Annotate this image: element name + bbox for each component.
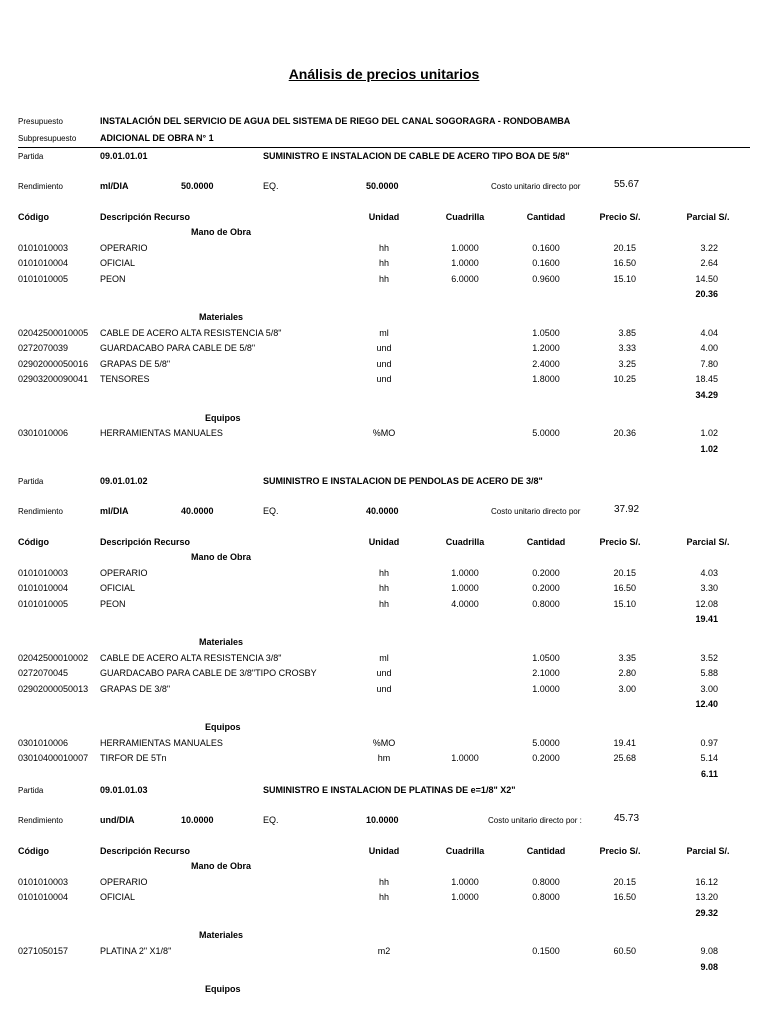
- column-header-descripcion: Descripción Recurso: [100, 537, 191, 547]
- rendimiento-label: Rendimiento: [18, 816, 63, 825]
- table-cell-codigo: 0101010005: [18, 598, 69, 609]
- group-total-materiales: 9.08: [700, 961, 718, 972]
- rendimiento-value: 40.0000: [181, 506, 214, 516]
- group-total-mano_de_obra: 20.36: [695, 289, 718, 300]
- table-cell-cuadrilla: 4.0000: [451, 598, 479, 609]
- table-cell-cuadrilla: 1.0000: [451, 567, 479, 578]
- group-label-equipos: Equipos: [205, 984, 241, 995]
- table-cell-descripcion: GUARDACABO PARA CABLE DE 3/8"TIPO CROSBY: [100, 668, 317, 679]
- table-cell-codigo: 02042500010002: [18, 652, 89, 663]
- table-cell-parcial: 4.00: [700, 343, 718, 354]
- table-cell-codigo: 0301010006: [18, 737, 69, 748]
- table-cell-unidad: m2: [377, 946, 391, 956]
- table-cell-parcial: 5.14: [700, 753, 718, 764]
- table-cell-parcial: 3.00: [700, 683, 718, 694]
- table-cell-descripcion: HERRAMIENTAS MANUALES: [100, 737, 223, 748]
- costo-unitario-value: 55.67: [614, 179, 640, 190]
- column-header-descripcion: Descripción Recurso: [100, 846, 191, 856]
- table-cell-cantidad: 0.8000: [532, 892, 560, 903]
- table-cell-descripcion: PEON: [100, 598, 126, 609]
- table-cell-unidad: hh: [378, 876, 389, 887]
- table-cell-codigo: 0101010003: [18, 567, 69, 578]
- table-cell-unidad: und: [376, 374, 392, 385]
- table-cell-cuadrilla: 1.0000: [451, 258, 479, 269]
- column-header-unidad: Unidad: [368, 537, 400, 547]
- table-cell-cantidad: 0.2000: [532, 583, 560, 594]
- presupuesto-label: Presupuesto: [18, 117, 63, 126]
- table-cell-parcial: 9.08: [700, 946, 718, 956]
- group-total-equipos: 1.02: [700, 443, 718, 454]
- column-header-codigo: Código: [18, 212, 49, 222]
- table-cell-unidad: hh: [378, 258, 389, 269]
- table-cell-cuadrilla: 1.0000: [451, 242, 479, 253]
- presupuesto-value: INSTALACIÓN DEL SERVICIO DE AGUA DEL SISTEMA DE RIEGO DEL CANAL SOGORAGRA - RONDOBAMBA: [100, 116, 571, 126]
- column-header-parcial: Parcial S/.: [686, 846, 730, 856]
- table-cell-parcial: 12.08: [695, 598, 718, 609]
- table-cell-descripcion: PEON: [100, 273, 126, 284]
- table-cell-codigo: 0101010004: [18, 258, 69, 269]
- table-cell-cantidad: 1.8000: [532, 374, 560, 385]
- column-header-cuadrilla: Cuadrilla: [445, 537, 485, 547]
- eq-value: 50.0000: [366, 181, 399, 191]
- table-cell-parcial: 2.64: [700, 258, 718, 269]
- table-cell-descripcion: PLATINA 2" X1/8": [100, 946, 172, 956]
- partida-description: SUMINISTRO E INSTALACION DE CABLE DE ACERO TIPO BOA DE 5/8": [263, 151, 570, 161]
- table-cell-unidad: hh: [378, 273, 389, 284]
- eq-value: 10.0000: [366, 815, 399, 825]
- table-cell-unidad: hh: [378, 598, 389, 609]
- table-cell-descripcion: CABLE DE ACERO ALTA RESISTENCIA 5/8": [100, 327, 282, 338]
- table-cell-cantidad: 1.0000: [532, 683, 560, 694]
- partida-code: 09.01.01.01: [100, 151, 148, 161]
- table-cell-cantidad: 0.2000: [532, 753, 560, 764]
- table-cell-precio: 3.35: [618, 652, 636, 663]
- group-label-materiales: Materiales: [199, 637, 244, 647]
- table-cell-parcial: 18.45: [695, 374, 718, 385]
- table-cell-codigo: 03010400010007: [18, 753, 89, 764]
- table-cell-descripcion: OFICIAL: [100, 892, 136, 903]
- column-header-cantidad: Cantidad: [526, 212, 566, 222]
- table-cell-cuadrilla: 1.0000: [451, 583, 479, 594]
- costo-unitario-label: Costo unitario directo por: [491, 182, 581, 191]
- table-cell-parcial: 4.03: [700, 567, 718, 578]
- table-cell-parcial: 0.97: [700, 737, 718, 748]
- group-label-materiales: Materiales: [199, 930, 244, 941]
- rendimiento-unit: ml/DIA: [100, 506, 129, 516]
- table-cell-descripcion: OFICIAL: [100, 258, 136, 269]
- table-cell-codigo: 0101010004: [18, 583, 69, 594]
- table-cell-cantidad: 1.2000: [532, 343, 560, 354]
- group-total-materiales: 34.29: [695, 390, 718, 400]
- table-cell-descripcion: GRAPAS DE 5/8": [100, 358, 171, 369]
- partida-label: Partida: [18, 477, 44, 486]
- table-cell-precio: 3.33: [618, 343, 636, 354]
- header-divider: [18, 147, 750, 148]
- rendimiento-label: Rendimiento: [18, 507, 63, 516]
- table-cell-unidad: und: [376, 668, 392, 679]
- rendimiento-unit: und/DIA: [100, 815, 135, 825]
- table-cell-parcial: 3.30: [700, 583, 718, 594]
- table-cell-descripcion: GRAPAS DE 3/8": [100, 683, 171, 694]
- column-header-codigo: Código: [18, 846, 49, 856]
- table-cell-codigo: 02902000050016: [18, 358, 89, 369]
- table-cell-parcial: 4.04: [700, 327, 718, 338]
- table-cell-parcial: 5.88: [700, 668, 718, 679]
- table-cell-descripcion: TENSORES: [100, 374, 150, 385]
- table-cell-unidad: und: [376, 343, 392, 354]
- costo-unitario-value: 37.92: [614, 504, 640, 515]
- table-cell-descripcion: CABLE DE ACERO ALTA RESISTENCIA 3/8": [100, 652, 282, 663]
- group-label-mano_de_obra: Mano de Obra: [191, 552, 252, 562]
- page-title: Análisis de precios unitarios: [288, 66, 480, 82]
- table-cell-unidad: %MO: [372, 737, 396, 748]
- costo-unitario-label: Costo unitario directo por :: [488, 816, 582, 825]
- table-cell-descripcion: OPERARIO: [100, 876, 148, 887]
- table-cell-precio: 3.00: [618, 683, 636, 694]
- table-cell-codigo: 0101010005: [18, 273, 69, 284]
- column-header-cuadrilla: Cuadrilla: [445, 846, 485, 856]
- table-cell-unidad: ml: [379, 327, 389, 338]
- table-cell-parcial: 7.80: [700, 358, 718, 369]
- table-cell-unidad: und: [376, 358, 392, 369]
- table-cell-precio: 20.15: [613, 242, 636, 253]
- table-cell-parcial: 16.12: [695, 876, 718, 887]
- table-cell-unidad: und: [376, 683, 392, 694]
- table-cell-cantidad: 0.1600: [532, 242, 560, 253]
- column-header-unidad: Unidad: [368, 846, 400, 856]
- table-cell-parcial: 13.20: [695, 892, 718, 903]
- table-cell-parcial: 3.52: [700, 652, 718, 663]
- column-header-unidad: Unidad: [368, 212, 400, 222]
- table-cell-precio: 3.25: [618, 358, 636, 369]
- table-cell-parcial: 3.22: [700, 242, 718, 253]
- table-cell-descripcion: TIRFOR DE 5Tn: [100, 753, 167, 764]
- partida-description: SUMINISTRO E INSTALACION DE PENDOLAS DE ACERO DE 3/8": [263, 476, 543, 486]
- eq-value: 40.0000: [366, 506, 399, 516]
- subpresupuesto-value: ADICIONAL DE OBRA N° 1: [100, 133, 214, 143]
- partida-code: 09.01.01.02: [100, 476, 148, 486]
- table-cell-codigo: 02042500010005: [18, 327, 89, 338]
- table-cell-cuadrilla: 1.0000: [451, 753, 479, 764]
- table-cell-precio: 15.10: [613, 598, 636, 609]
- partida-code: 09.01.01.03: [100, 785, 148, 795]
- table-cell-descripcion: OPERARIO: [100, 567, 148, 578]
- table-cell-descripcion: OPERARIO: [100, 242, 148, 253]
- column-header-parcial: Parcial S/.: [686, 212, 730, 222]
- table-cell-precio: 16.50: [613, 583, 636, 594]
- table-cell-unidad: hh: [378, 892, 389, 903]
- table-cell-precio: 20.36: [613, 428, 636, 439]
- table-cell-cantidad: 0.8000: [532, 876, 560, 887]
- column-header-descripcion: Descripción Recurso: [100, 212, 191, 222]
- rendimiento-value: 50.0000: [181, 181, 214, 191]
- table-cell-cantidad: 0.2000: [532, 567, 560, 578]
- table-cell-cantidad: 0.8000: [532, 598, 560, 609]
- table-cell-precio: 60.50: [613, 946, 636, 956]
- table-cell-parcial: 1.02: [700, 428, 718, 439]
- table-cell-unidad: hh: [378, 242, 389, 253]
- partida-label: Partida: [18, 786, 44, 795]
- column-header-parcial: Parcial S/.: [686, 537, 730, 547]
- column-header-precio: Precio S/.: [599, 537, 641, 547]
- table-cell-codigo: 0101010003: [18, 242, 69, 253]
- column-header-precio: Precio S/.: [599, 846, 641, 856]
- table-cell-codigo: 0101010004: [18, 892, 69, 903]
- table-cell-precio: 19.41: [613, 737, 636, 748]
- table-cell-unidad: hh: [378, 567, 389, 578]
- table-cell-cantidad: 1.0500: [532, 327, 560, 338]
- eq-label: EQ.: [263, 815, 279, 825]
- rendimiento-label: Rendimiento: [18, 182, 63, 191]
- group-total-mano_de_obra: 19.41: [695, 614, 718, 625]
- subpresupuesto-label: Subpresupuesto: [18, 134, 77, 143]
- table-cell-precio: 10.25: [613, 374, 636, 385]
- eq-label: EQ.: [263, 506, 279, 516]
- table-cell-codigo: 0272070039: [18, 343, 69, 354]
- table-cell-cantidad: 0.1500: [532, 946, 560, 956]
- group-label-equipos: Equipos: [205, 722, 241, 732]
- table-cell-unidad: %MO: [372, 428, 396, 439]
- table-cell-precio: 20.15: [613, 876, 636, 887]
- group-total-materiales: 12.40: [695, 699, 718, 710]
- table-cell-descripcion: OFICIAL: [100, 583, 136, 594]
- costo-unitario-value: 45.73: [614, 813, 640, 824]
- rendimiento-unit: ml/DIA: [100, 181, 129, 191]
- table-cell-cantidad: 5.0000: [532, 737, 560, 748]
- table-cell-precio: 16.50: [613, 892, 636, 903]
- eq-label: EQ.: [263, 181, 279, 191]
- table-cell-unidad: hm: [377, 753, 391, 764]
- table-cell-cuadrilla: 6.0000: [451, 273, 479, 284]
- table-cell-codigo: 02903200090041: [18, 374, 89, 385]
- group-label-mano_de_obra: Mano de Obra: [191, 861, 252, 871]
- group-label-equipos: Equipos: [205, 412, 241, 423]
- table-cell-cantidad: 1.0500: [532, 652, 560, 663]
- column-header-codigo: Código: [18, 537, 49, 547]
- table-cell-codigo: 02902000050013: [18, 683, 89, 694]
- table-cell-precio: 3.85: [618, 327, 636, 338]
- column-header-cantidad: Cantidad: [526, 537, 566, 547]
- table-cell-codigo: 0101010003: [18, 876, 69, 887]
- table-cell-codigo: 0271050157: [18, 946, 69, 956]
- table-cell-precio: 2.80: [618, 668, 636, 679]
- table-cell-cuadrilla: 1.0000: [451, 892, 479, 903]
- table-cell-cantidad: 2.4000: [532, 358, 560, 369]
- table-cell-unidad: hh: [378, 583, 389, 594]
- column-header-cuadrilla: Cuadrilla: [445, 212, 485, 222]
- table-cell-precio: 15.10: [613, 273, 636, 284]
- table-cell-parcial: 14.50: [695, 273, 718, 284]
- column-header-precio: Precio S/.: [599, 212, 641, 222]
- table-cell-precio: 20.15: [613, 567, 636, 578]
- table-cell-codigo: 0272070045: [18, 668, 69, 679]
- group-label-materiales: Materiales: [199, 312, 244, 322]
- table-cell-codigo: 0301010006: [18, 428, 69, 439]
- group-total-equipos: 6.11: [700, 768, 718, 779]
- group-label-mano_de_obra: Mano de Obra: [191, 227, 252, 237]
- costo-unitario-label: Costo unitario directo por: [491, 507, 581, 516]
- table-cell-cantidad: 0.9600: [532, 273, 560, 284]
- column-header-cantidad: Cantidad: [526, 846, 566, 856]
- table-cell-descripcion: GUARDACABO PARA CABLE DE 5/8": [100, 343, 256, 354]
- table-cell-unidad: ml: [379, 652, 389, 663]
- partida-label: Partida: [18, 152, 44, 161]
- table-cell-descripcion: HERRAMIENTAS MANUALES: [100, 428, 223, 439]
- table-cell-cantidad: 2.1000: [532, 668, 560, 679]
- table-cell-precio: 25.68: [613, 753, 636, 764]
- group-total-mano_de_obra: 29.32: [695, 907, 718, 918]
- table-cell-cuadrilla: 1.0000: [451, 876, 479, 887]
- partida-description: SUMINISTRO E INSTALACION DE PLATINAS DE e=1/8" X2": [263, 785, 516, 795]
- table-cell-cantidad: 0.1600: [532, 258, 560, 269]
- table-cell-cantidad: 5.0000: [532, 428, 560, 439]
- table-cell-precio: 16.50: [613, 258, 636, 269]
- rendimiento-value: 10.0000: [181, 815, 214, 825]
